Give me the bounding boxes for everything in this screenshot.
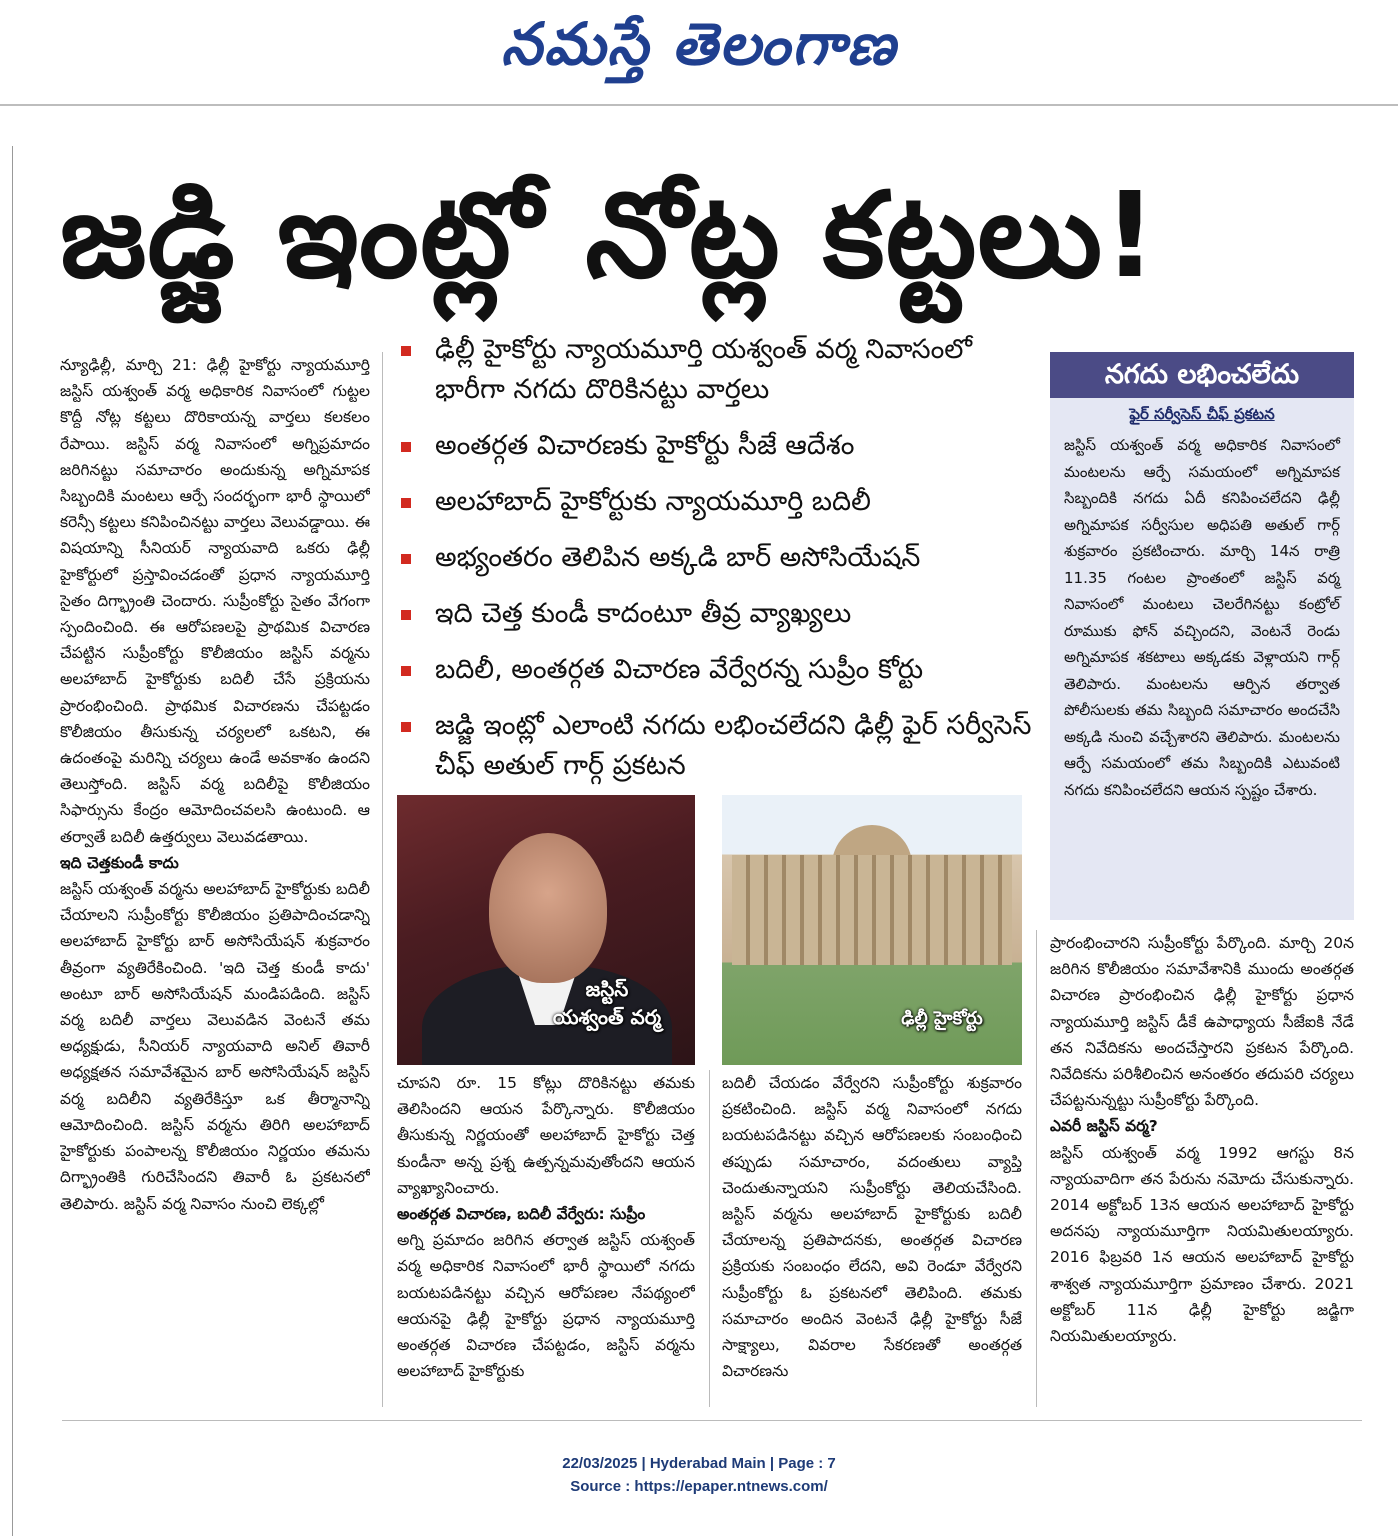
column-divider (382, 352, 383, 1407)
sidebar-subtitle: ఫైర్ సర్వీసెస్ చీఫ్ ప్రకటన (1129, 405, 1275, 423)
masthead (0, 0, 1398, 104)
article-column-3 (722, 1070, 1022, 1407)
sidebar-body: జస్టిస్ యశ్వంత్ వర్మ అధికారిక నివాసంలో మంటలను ఆర్పే సమయంలో అగ్నిమాపక సిబ్బందికి నగదు ఏదీ కనిపించలేదని ఢిల్లీ అగ్నిమాపక సర్వీసుల అధిపతి అతుల్ గార్గ్ శుక్రవారం ప్రకటించారు. మార్చి 14న రాత్రి 11.35 గంటల ప్రాంతంలో జస్టిస్ వర్మ నివాసంలో మంటలు చెలరేగినట్టు కంట్రోల్ రూముకు ఫోన్ వచ్చిందని, వెంటనే రెండు అగ్నిమాపక శకటాలు అక్కడకు వెళ్లాయని గార్గ్ తెలిపారు. మంటలను ఆర్పిన తర్వాత పోలీసులకు తమ సిబ్బంది సమాచారం అందచేసి అక్కడి నుంచి వచ్చేశారని తెలిపారు. మంటలను ఆర్పే సమయంలో తమ సిబ్బందికి ఎటువంటి నగదు కనిపించలేదని ఆయన స్పష్టం చేశారు. (1064, 436, 1340, 799)
bullet-square-icon (401, 666, 411, 676)
sidebar-title: నగదు లభించలేదు (1050, 352, 1354, 398)
judge-photo-caption: జస్టిస్ యశ్వంత్ వర్మ (552, 977, 662, 1029)
article-paragraph: జస్టిస్ యశ్వంత్ వర్మను అలహాబాద్ హైకోర్టుకు బదిలీ చేయాలని సుప్రీంకోర్టు కొలీజియం ప్రతిపాదించడాన్ని అలహాబాద్ హైకోర్టు బార్ అసోసియేషన్ శుక్రవారం తీవ్రంగా వ్యతిరేకించింది. 'ఇది చెత్త కుండీ కాదు' అంటూ బార్ అసోసియేషన్ మండిపడింది. జస్టిస్ వర్మ బదిలీ వార్తలు వెలువడిన వెంటనే తమ అధ్యక్షుడు, సీనియర్ న్యాయవాది అనిల్ తివారీ అధ్యక్షతన సమావేశమైన బార్ అసోసియేషన్ జస్టిస్ వర్మ బదిలీని వ్యతిరేకిస్తూ ఒక తీర్మానాన్ని ఆమోదించింది. జస్టిస్ వర్మను తిరిగి అలహాబాద్ హైకోర్టుకు పంపాలన్న కొలీజియం నిర్ణయం తమను దిగ్భ్రాంతికి గురిచేసిందని తివారీ ఓ ప్రకటనలో తెలిపారు. జస్టిస్ వర్మ నివాసం నుంచి లెక్కల్లో (60, 880, 370, 1213)
highlight-item: బదిలీ, అంతర్గత విచారణ వేర్వేరన్న సుప్రీం కోర్టు (395, 650, 1045, 690)
article-paragraph: అగ్ని ప్రమాదం జరిగిన తర్వాత జస్టిస్ యశ్వంత్ వర్మ అధికారిక నివాసంలో భారీ స్థాయిలో నగదు బయటపడినట్టు వచ్చిన ఆరోపణల నేపథ్యంలో ఆయనపై ఢిల్లీ హైకోర్టు ప్రధాన న్యాయమూర్తి అంతర్గత విచారణ చేపట్టడం, జస్టిస్ వర్మను అలహాబాద్ హైకోర్టుకు (397, 1231, 695, 1381)
bullet-square-icon (401, 346, 411, 356)
page-bottom-rule (62, 1420, 1362, 1421)
column-divider (1036, 930, 1037, 1407)
court-photo-caption: ఢిల్లీ హైకోర్టు (901, 1008, 983, 1029)
bullet-square-icon (401, 442, 411, 452)
headline: జడ్జి ఇంట్లో నోట్ల కట్టలు! (60, 166, 1158, 304)
bullet-square-icon (401, 610, 411, 620)
article-column-1 (60, 352, 370, 1407)
newspaper-logo: నమస్తే తెలంగాణ (501, 10, 897, 78)
article-column-2 (397, 1070, 695, 1407)
highlight-item: ఇది చెత్త కుండీ కాదంటూ తీవ్ర వ్యాఖ్యలు (395, 594, 1045, 634)
edition-info: 22/03/2025 | Hyderabad Main | Page : 7 (562, 1455, 836, 1472)
judge-photo (397, 795, 695, 1065)
article-column-4 (1050, 930, 1354, 1407)
bullet-square-icon (401, 498, 411, 508)
high-court-photo (722, 795, 1022, 1065)
photo-building-shape (732, 855, 1012, 965)
page-margin-line (12, 146, 13, 1536)
page-footer (0, 1452, 1398, 1498)
article-paragraph: న్యూఢిల్లీ, మార్చి 21: ఢిల్లీ హైకోర్టు న్యాయమూర్తి జస్టిస్ యశ్వంత్ వర్మ అధికారిక నివాసంలో గుట్టల కొద్దీ నోట్ల కట్టలు దొరికాయన్న వార్తలు కలకలం రేపాయి. జస్టిస్ వర్మ నివాసంలో అగ్నిప్రమాదం జరిగినట్టు సమాచారం అందుకున్న అగ్నిమాపక సిబ్బందికి మంటలు ఆర్పే సందర్భంగా భారీ స్థాయిలో కరెన్సీ కట్టలు కనిపించినట్టు వార్తలు వెలువడ్డాయి. ఈ విషయాన్ని సీనియర్ న్యాయవాది ఒకరు ఢిల్లీ హైకోర్టులో ప్రస్తావించడంతో ప్రధాన న్యాయమూర్తి సైతం దిగ్భ్రాంతి చెందారు. సుప్రీంకోర్టు సైతం వేగంగా స్పందించింది. ఈ ఆరోపణలపై ప్రాథమిక విచారణ చేపట్టిన సుప్రీంకోర్టు కొలీజియం జస్టిస్ వర్మను అలహాబాద్ హైకోర్టుకు బదిలీ చేసే ప్రక్రియను ప్రారంభించింది. ప్రాథమిక విచారణను చేపట్టడం కొలీజియం తీసుకున్న చర్యలలో ఒకటని, ఈ ఉదంతంపై మరిన్ని చర్యలు ఉండే అవకాశం ఉందని తెలుస్తోంది. జస్టిస్ వర్మ బదిలీపై కొలీజియం సిఫార్సును కేంద్రం ఆమోదించవలసి ఉంటుంది. ఆ తర్వాతే బదిలీ ఉత్తర్వులు వెలువడతాయి. (60, 356, 370, 846)
masthead-divider (0, 104, 1398, 106)
bullet-square-icon (401, 554, 411, 564)
article-paragraph: జస్టిస్ యశ్వంత్ వర్మ 1992 ఆగస్టు 8న న్యాయవాదిగా తన పేరును నమోదు చేసుకున్నారు. 2014 అక్టోబర్ 13న ఆయన అలహాబాద్ హైకోర్టు అదనపు న్యాయమూర్తిగా నియమితులయ్యారు. 2016 ఫిబ్రవరి 1న ఆయన అలహాబాద్ హైకోర్టు శాశ్వత న్యాయమూర్తిగా ప్రమాణం చేశారు. 2021 అక్టోబర్ 11న ఢిల్లీ హైకోర్టు జడ్జిగా నియమితులయ్యారు. (1050, 1143, 1354, 1346)
highlight-item: అభ్యంతరం తెలిపిన అక్కడి బార్ అసోసియేషన్ (395, 538, 1045, 578)
article-paragraph: బదిలీ చేయడం వేర్వేరని సుప్రీంకోర్టు శుక్రవారం ప్రకటించింది. జస్టిస్ వర్మ నివాసంలో నగదు బయటపడినట్టు వచ్చిన ఆరోపణలకు సంబంధించి తప్పుడు సమాచారం, వదంతులు వ్యాప్తి చెందుతున్నాయని సుప్రీంకోర్టు తెలియచేసింది. జస్టిస్ వర్మను అలహాబాద్ హైకోర్టుకు బదిలీ చేయాలన్న ప్రతిపాదనకు, అంతర్గత విచారణ ప్రక్రియకు సంబంధం లేదని, అవి రెండూ వేర్వేరని సుప్రీంకోర్టు ఓ ప్రకటనలో తెలిపింది. తమకు సమాచారం అందిన వెంటనే ఢిల్లీ హైకోర్టు సీజే సాక్ష్యాలు, వివరాల సేకరణతో అంతర్గత విచారణను (722, 1074, 1022, 1381)
highlight-item: అంతర్గత విచారణకు హైకోర్టు సీజే ఆదేశం (395, 426, 1045, 466)
sidebar-box (1050, 352, 1354, 920)
section-subhead: ఇది చెత్తకుండీ కాదు (60, 853, 179, 872)
article-paragraph: ప్రారంభించారని సుప్రీంకోర్టు పేర్కొంది. మార్చి 20న జరిగిన కొలీజియం సమావేశానికి ముందు అంతర్గత విచారణ ప్రారంభించిన ఢిల్లీ హైకోర్టు ప్రధాన న్యాయమూర్తి జస్టిస్ డీకే ఉపాధ్యాయ సీజేఐకి నేడే తన నివేదికను అందచేస్తారని ప్రకటన పేర్కొంది. నివేదికను పరిశీలించిన అనంతరం తదుపరి చర్యలు చేపట్టనున్నట్టు సుప్రీంకోర్టు పేర్కొంది. (1050, 934, 1354, 1110)
bullet-square-icon (401, 722, 411, 732)
highlight-item: ఢిల్లీ హైకోర్టు న్యాయమూర్తి యశ్వంత్ వర్మ నివాసంలో భారీగా నగదు దొరికినట్టు వార్తలు (395, 330, 1045, 410)
highlights-list (395, 330, 1045, 802)
article-paragraph: చూపని రూ. 15 కోట్లు దొరికినట్టు తమకు తెలిసిందని ఆయన పేర్కొన్నారు. కొలీజియం తీసుకున్న నిర్ణయంతో అలహాబాద్ హైకోర్టు చెత్త కుండీనా అన్న ప్రశ్న ఉత్పన్నమవుతోందని ఆయన వ్యాఖ్యానించారు. (397, 1074, 695, 1197)
photo-portrait-shape (489, 833, 607, 983)
section-subhead: ఎవరీ జస్టిస్ వర్మ? (1050, 1117, 1158, 1136)
highlight-item: జడ్జి ఇంట్లో ఎలాంటి నగదు లభించలేదని ఢిల్లీ ఫైర్ సర్వీసెస్ చీఫ్ అతుల్ గార్గ్ ప్రకటన (395, 706, 1045, 786)
highlight-item: అలహాబాద్ హైకోర్టుకు న్యాయమూర్తి బదిలీ (395, 482, 1045, 522)
section-subhead: అంతర్గత విచారణ, బదిలీ వేర్వేరు: సుప్రీం (397, 1205, 646, 1224)
column-divider (709, 1070, 710, 1407)
source-link[interactable]: Source : https://epaper.ntnews.com/ (570, 1478, 828, 1495)
